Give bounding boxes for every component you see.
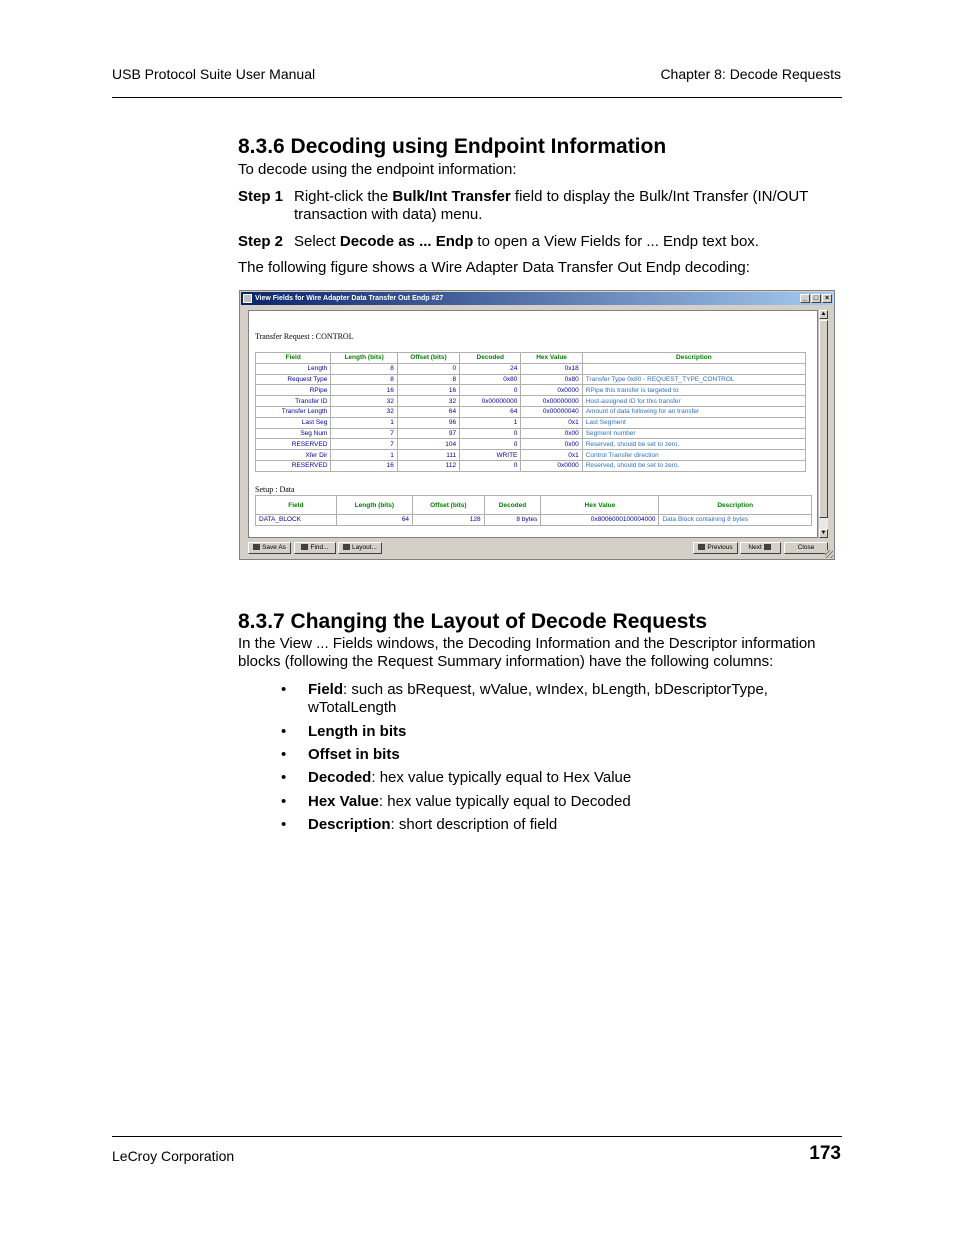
table-row[interactable] <box>256 439 806 450</box>
list-item-term: Hex Value <box>308 793 379 810</box>
window-titlebar <box>241 292 833 305</box>
step-2-label: Step 2 <box>238 233 284 250</box>
section-title-837: 8.3.7 Changing the Layout of Decode Requests <box>238 610 708 633</box>
table-cell: 112 <box>397 460 459 471</box>
table-cell: 64 <box>336 515 412 526</box>
table-cell: Request Type <box>256 374 331 385</box>
table-cell: RPipe this transfer is targeted to <box>582 385 805 396</box>
column-header[interactable]: Length (bits) <box>331 353 397 364</box>
table-cell: Transfer Type 0x80 - REQUEST_TYPE_CONTROL <box>582 374 805 385</box>
table-cell: 128 <box>413 515 485 526</box>
table-cell: Host-assigned ID for this transfer <box>582 396 805 407</box>
column-header[interactable]: Offset (bits) <box>397 353 459 364</box>
table-cell: 0 <box>397 363 459 374</box>
minimize-icon[interactable]: _ <box>800 294 810 303</box>
table-cell: WRITE <box>460 450 521 461</box>
table-cell: 24 <box>460 363 521 374</box>
table-cell: 0x18 <box>521 363 582 374</box>
window-title: View Fields for Wire Adapter Data Transfer Out Endp #27 <box>255 295 444 302</box>
table-cell: 1 <box>331 417 397 428</box>
footer-rule <box>112 1136 842 1137</box>
table-cell: 8 <box>397 374 459 385</box>
table-row[interactable] <box>256 450 806 461</box>
section2-intro: In the View ... Fields windows, the Decoding Information and the Descriptor information blocks (following the Request Summary information) have the following columns: <box>238 635 816 670</box>
column-header[interactable]: Field <box>256 496 337 515</box>
column-header[interactable]: Hex Value <box>541 496 659 515</box>
setup-fields-table <box>255 495 812 526</box>
bullet-icon: • <box>281 681 287 698</box>
figure-caption: The following figure shows a Wire Adapter Data Transfer Out Endp decoding: <box>238 259 750 276</box>
list-item-term: Field <box>308 681 344 698</box>
scroll-up-icon[interactable]: ▲ <box>820 311 827 317</box>
running-header-left: USB Protocol Suite User Manual <box>112 66 316 82</box>
table-cell: 8 bytes <box>484 515 541 526</box>
table-cell: 0 <box>460 385 521 396</box>
previous-icon <box>698 544 705 550</box>
table-cell: 104 <box>397 439 459 450</box>
table-cell: Last Segment <box>582 417 805 428</box>
table-cell: 16 <box>331 385 397 396</box>
save-as-button[interactable]: Save As <box>248 542 291 554</box>
table-cell: Reserved, should be set to zero. <box>582 460 805 471</box>
table-row[interactable] <box>256 460 806 471</box>
step-2-bold: Decode as ... Endp <box>339 233 474 250</box>
table-cell: Amount of data following for an transfer <box>582 406 805 417</box>
setup-row[interactable] <box>256 515 812 526</box>
fields-view <box>248 310 818 538</box>
table-cell: 0x00 <box>521 439 582 450</box>
list-item-text: : short description of field <box>390 816 558 833</box>
list-item-term: Offset in bits <box>308 746 400 763</box>
find-button[interactable]: Find... <box>294 542 336 554</box>
table-cell: 0 <box>460 460 521 471</box>
table-cell: 16 <box>397 385 459 396</box>
table-cell: Reserved, should be set to zero. <box>582 439 805 450</box>
table-cell: 0x8006000100004000 <box>541 515 659 526</box>
layout-button[interactable]: Layout... <box>338 542 382 554</box>
table-cell: Transfer ID <box>256 396 331 407</box>
step-1-label: Step 1 <box>238 188 284 205</box>
table-cell: Segment number <box>582 428 805 439</box>
table-cell: 8 <box>331 374 397 385</box>
table-cell: 0x00000040 <box>521 406 582 417</box>
bullet-icon: • <box>281 793 287 810</box>
bullet-icon: • <box>281 723 287 740</box>
table-row[interactable] <box>256 363 806 374</box>
page-number: 173 <box>809 1143 841 1164</box>
table-cell: Transfer Length <box>256 406 331 417</box>
column-header[interactable]: Decoded <box>484 496 541 515</box>
bullet-icon: • <box>281 816 287 833</box>
table-cell: Xfer Dir <box>256 450 331 461</box>
table-cell: 0x00 <box>521 428 582 439</box>
column-header[interactable]: Decoded <box>460 353 521 364</box>
next-button[interactable]: Next <box>740 542 781 554</box>
table-cell: 0x0000 <box>521 460 582 471</box>
table-cell: Last Seg <box>256 417 331 428</box>
table-cell: 32 <box>331 396 397 407</box>
step-1-text-pre: Right-click the <box>294 188 393 205</box>
column-header[interactable]: Field <box>256 353 331 364</box>
table-cell: RESERVED <box>256 460 331 471</box>
table-cell: 7 <box>331 439 397 450</box>
view-fields-window <box>239 290 835 560</box>
footer-company: LeCroy Corporation <box>112 1148 235 1164</box>
table-row[interactable] <box>256 428 806 439</box>
close-icon[interactable]: × <box>822 294 832 303</box>
close-button[interactable]: Close <box>784 542 828 554</box>
table-cell: Control Transfer direction <box>582 450 805 461</box>
column-header[interactable]: Offset (bits) <box>413 496 485 515</box>
table-cell: 0x00000000 <box>521 396 582 407</box>
step-2-text-post: to open a View Fields for ... Endp text box. <box>473 233 759 250</box>
table-cell: 0x80 <box>460 374 521 385</box>
resize-grip[interactable] <box>825 550 833 558</box>
list-item-term: Description <box>308 816 391 833</box>
table-cell: RESERVED <box>256 439 331 450</box>
section-intro: To decode using the endpoint information: <box>238 161 517 178</box>
list-item-term: Decoded <box>308 769 372 786</box>
step-2-text-pre: Select <box>294 233 340 250</box>
previous-button[interactable]: Previous <box>693 542 738 554</box>
table-cell: 0x1 <box>521 450 582 461</box>
hammer-icon <box>343 544 350 550</box>
setup-data-label: Setup : Data <box>255 485 295 494</box>
list-item-text: : hex value typically equal to Hex Value <box>371 769 632 786</box>
table-row[interactable] <box>256 374 806 385</box>
table-cell: RPipe <box>256 385 331 396</box>
column-header[interactable]: Length (bits) <box>336 496 412 515</box>
table-cell: DATA_BLOCK <box>256 515 337 526</box>
table-cell: 0x00000000 <box>460 396 521 407</box>
table-cell: 96 <box>397 417 459 428</box>
table-cell: 8 <box>331 363 397 374</box>
window-app-icon <box>243 294 252 303</box>
table-cell: 111 <box>397 450 459 461</box>
table-row[interactable] <box>256 406 806 417</box>
table-cell: 1 <box>460 417 521 428</box>
bullet-icon: • <box>281 746 287 763</box>
table-cell: 0 <box>460 439 521 450</box>
table-cell: 32 <box>397 396 459 407</box>
list-item-term: Length in bits <box>308 723 407 740</box>
list-item-text: : hex value typically equal to Decoded <box>378 793 631 810</box>
scroll-down-icon[interactable]: ▼ <box>820 530 827 536</box>
table-cell: Data Block containing 8 bytes <box>659 515 812 526</box>
table-row[interactable] <box>256 396 806 407</box>
step-1-text-post: field to display the Bulk/Int Transfer (IN/OUT transaction with data) menu. <box>294 188 809 223</box>
binoculars-icon <box>301 544 308 550</box>
list-item-text: : such as bRequest, wValue, wIndex, bLength, bDescriptorType, wTotalLength <box>308 681 768 716</box>
table-cell: Length <box>256 363 331 374</box>
table-row[interactable] <box>256 417 806 428</box>
table-cell: 0x1 <box>521 417 582 428</box>
table-cell: 1 <box>331 450 397 461</box>
transfer-request-label: Transfer Request : CONTROL <box>255 332 354 341</box>
section-title-836: 8.3.6 Decoding using Endpoint Information <box>238 135 667 158</box>
scroll-thumb[interactable] <box>819 320 828 518</box>
running-header-right: Chapter 8: Decode Requests <box>660 66 841 82</box>
header-rule <box>112 97 842 98</box>
column-header[interactable]: Description <box>582 353 805 364</box>
step-1-bold: Bulk/Int Transfer <box>392 188 511 205</box>
table-cell: 7 <box>331 428 397 439</box>
transfer-fields-table <box>255 352 806 472</box>
bullet-icon: • <box>281 769 287 786</box>
table-cell: 64 <box>397 406 459 417</box>
vertical-scrollbar[interactable] <box>818 310 828 538</box>
table-cell: 97 <box>397 428 459 439</box>
table-cell: Seg Num <box>256 428 331 439</box>
table-cell: 0x0000 <box>521 385 582 396</box>
table-cell: 0 <box>460 428 521 439</box>
column-header[interactable]: Hex Value <box>521 353 582 364</box>
table-row[interactable] <box>256 385 806 396</box>
save-icon <box>253 544 260 550</box>
table-cell: 16 <box>331 460 397 471</box>
column-header[interactable]: Description <box>659 496 812 515</box>
table-cell: 0x80 <box>521 374 582 385</box>
next-icon <box>764 544 771 550</box>
maximize-icon[interactable]: □ <box>811 294 821 303</box>
table-cell: 64 <box>460 406 521 417</box>
table-cell: 32 <box>331 406 397 417</box>
table-cell <box>582 363 805 374</box>
